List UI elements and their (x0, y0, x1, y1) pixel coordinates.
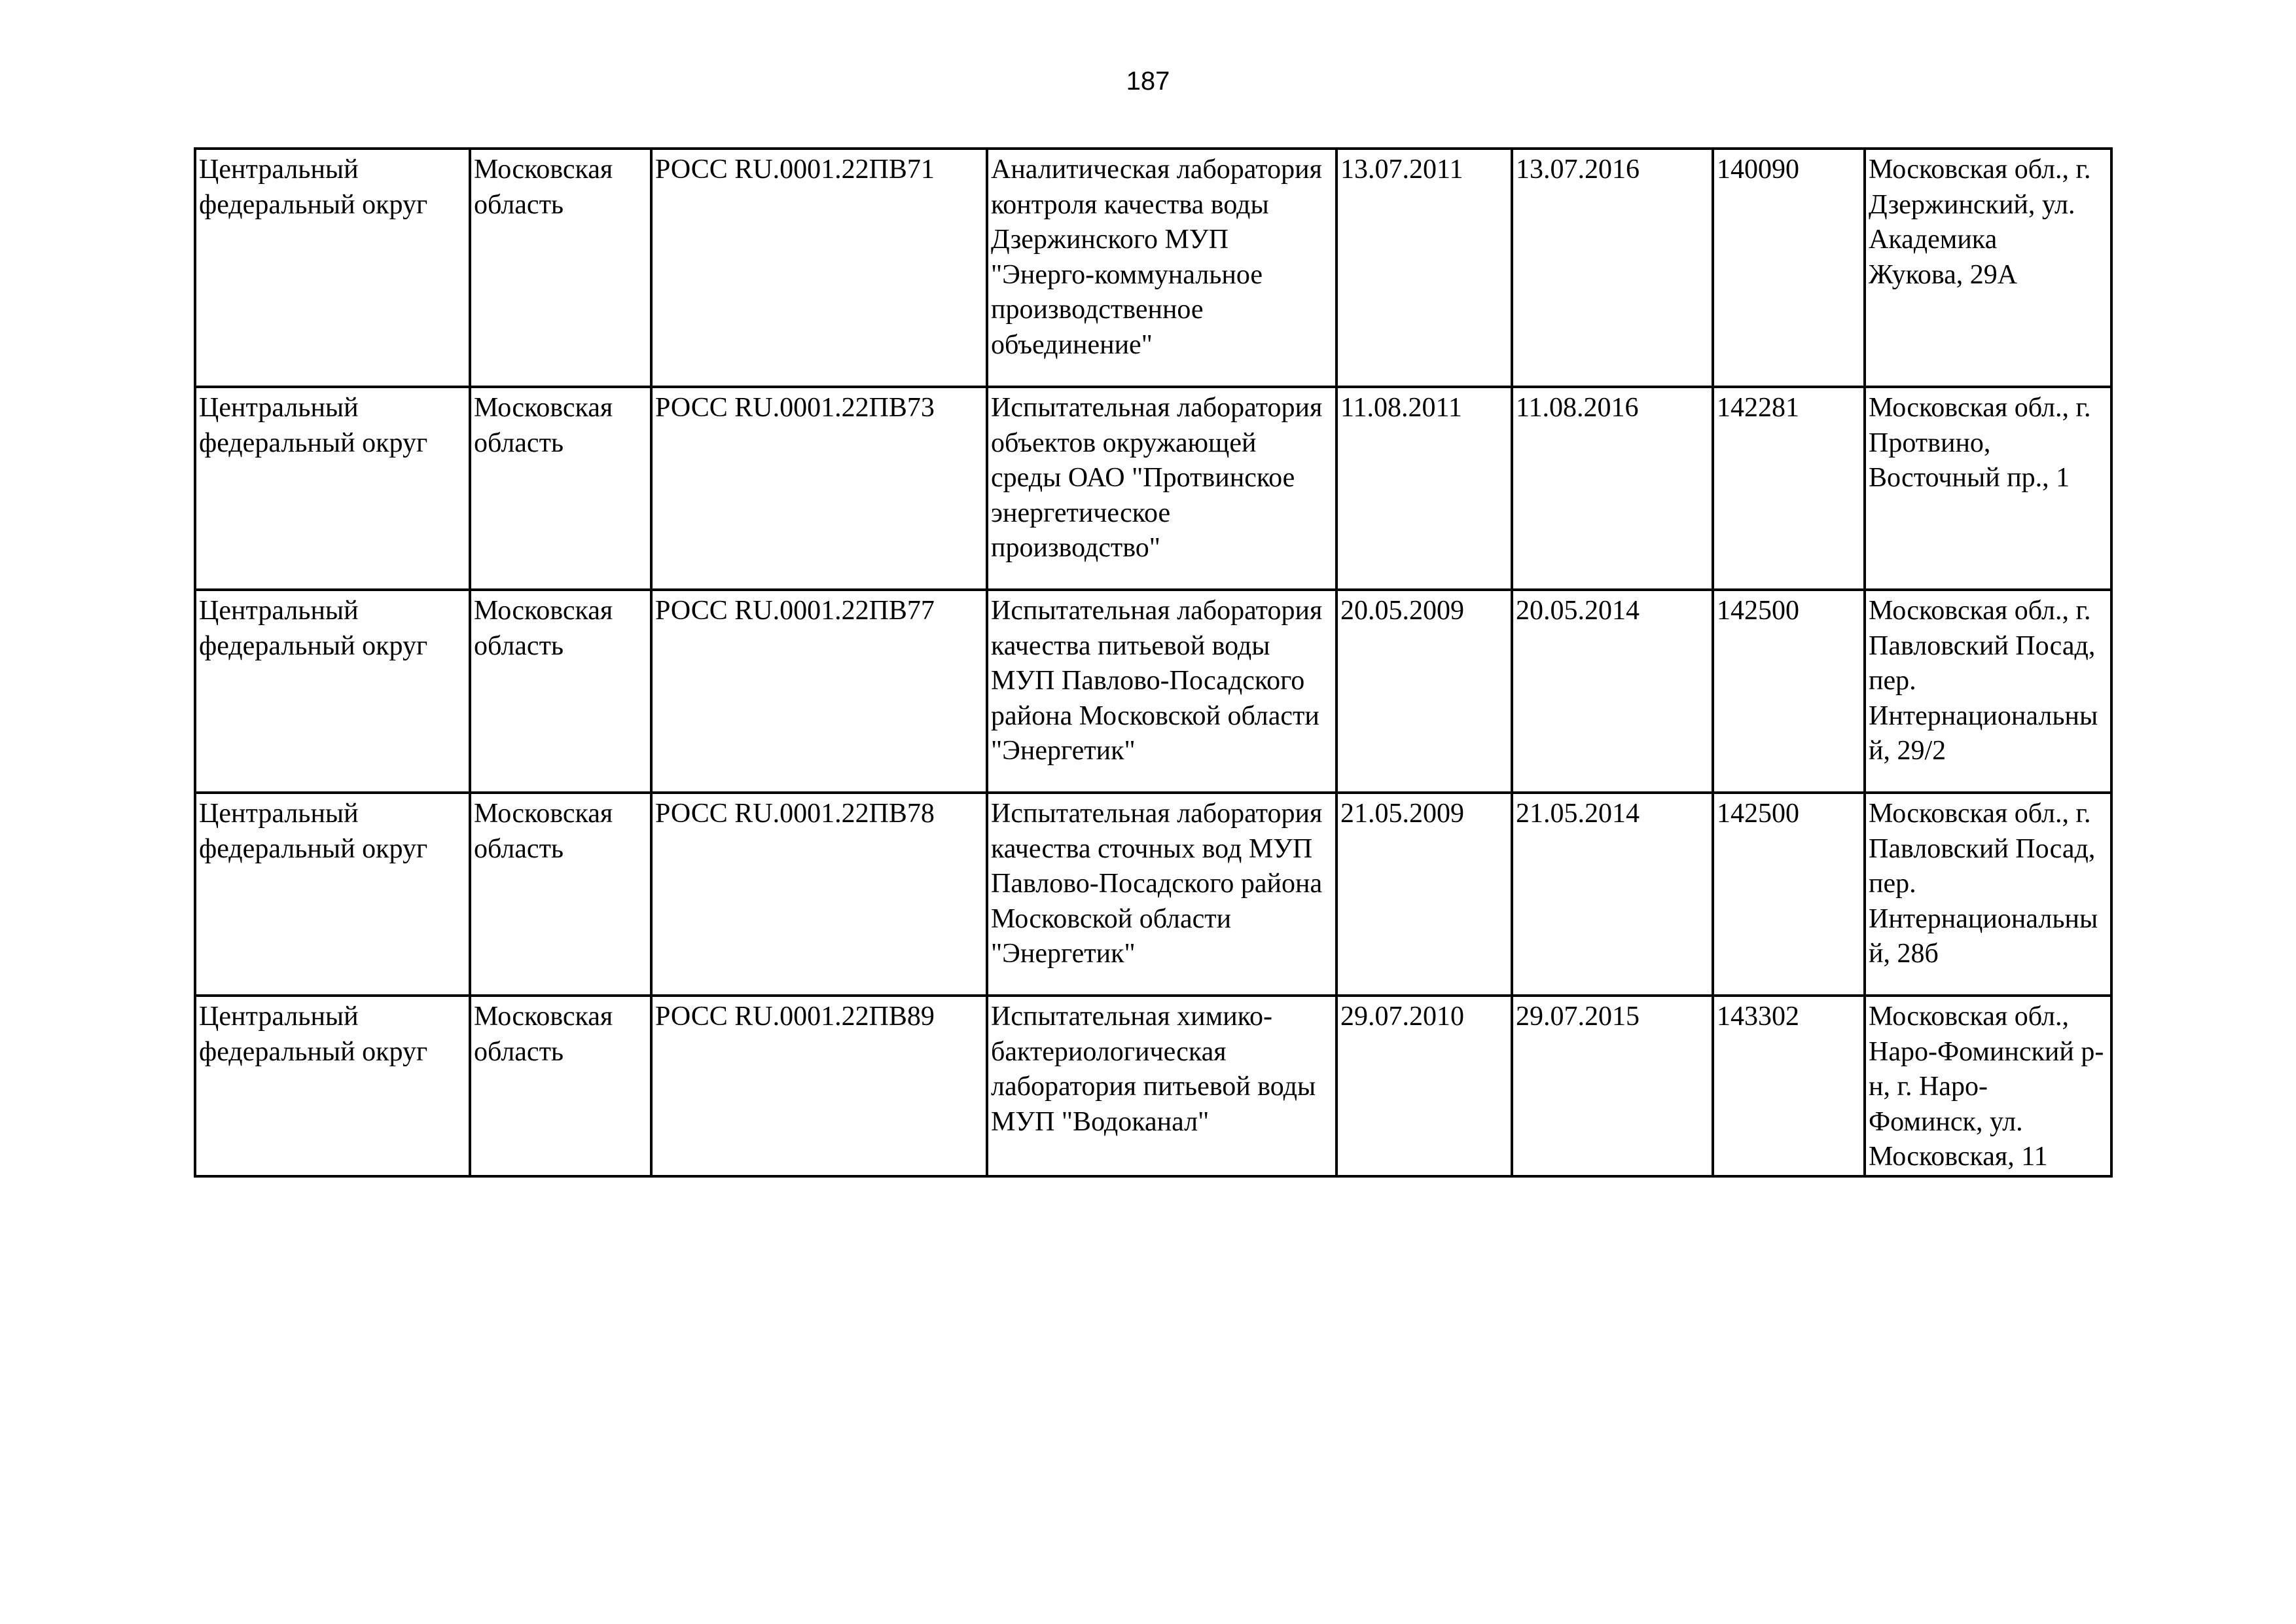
expiry-date-cell: 13.07.2016 (1512, 149, 1713, 387)
issue-date-cell: 20.05.2009 (1336, 590, 1512, 793)
address-cell (1865, 996, 2111, 1176)
region-cell: Московская область (470, 387, 651, 590)
certificate-number-cell: РОСС RU.0001.22ПВ89 (651, 996, 987, 1176)
address-line: Наро-Фоминский р- (1869, 1036, 2104, 1067)
address-line: пер. (1869, 869, 1916, 899)
address-line: Интернациональны (1869, 903, 2098, 934)
address-cell (1865, 149, 2111, 387)
issue-date-cell: 21.05.2009 (1336, 793, 1512, 996)
laboratory-registry-table (194, 147, 2113, 1178)
address-cell (1865, 793, 2111, 996)
address-line: Павловский Посад, (1869, 833, 2096, 864)
expiry-date-cell: 20.05.2014 (1512, 590, 1713, 793)
region-cell: Московская область (470, 149, 651, 387)
certificate-number-cell: РОСС RU.0001.22ПВ71 (651, 149, 987, 387)
region-cell: Московская область (470, 793, 651, 996)
expiry-date-cell: 11.08.2016 (1512, 387, 1713, 590)
laboratory-name-cell: Испытательная лаборатория качества питьевой воды МУП Павлово-Посадского района Московской области "Энергетик" (987, 590, 1336, 793)
address-line: Московская, 11 (1869, 1142, 2048, 1172)
table-row (195, 387, 2111, 590)
postal-code-cell: 142281 (1713, 387, 1865, 590)
address-line: Академика (1869, 225, 1998, 255)
page-number: 187 (1126, 67, 1170, 96)
certificate-number-cell: РОСС RU.0001.22ПВ77 (651, 590, 987, 793)
address-line: Московская обл., г. (1869, 799, 2091, 829)
postal-code-cell: 143302 (1713, 996, 1865, 1176)
address-line: Московская обл., г. (1869, 596, 2091, 626)
district-cell: Центральный федеральный округ (195, 996, 470, 1176)
address-line: н, г. Наро- (1869, 1072, 1988, 1102)
address-line: пер. (1869, 666, 1916, 696)
district-cell: Центральный федеральный округ (195, 590, 470, 793)
address-cell (1865, 387, 2111, 590)
address-line: Московская обл., г. (1869, 154, 2091, 185)
table-row (195, 590, 2111, 793)
address-line: й, 29/2 (1869, 736, 1946, 766)
postal-code-cell: 140090 (1713, 149, 1865, 387)
table-row (195, 996, 2111, 1176)
issue-date-cell: 11.08.2011 (1336, 387, 1512, 590)
district-cell: Центральный федеральный округ (195, 387, 470, 590)
address-line: й, 28б (1869, 939, 1939, 969)
expiry-date-cell: 29.07.2015 (1512, 996, 1713, 1176)
address-line: Дзержинский, ул. (1869, 189, 2075, 220)
laboratory-name-cell: Испытательная лаборатория объектов окружающей среды ОАО "Протвинское энергетическое производство" (987, 387, 1336, 590)
address-line: Московская обл., (1869, 1001, 2069, 1032)
address-line: Павловский Посад, (1869, 630, 2096, 661)
issue-date-cell: 29.07.2010 (1336, 996, 1512, 1176)
certificate-number-cell: РОСС RU.0001.22ПВ73 (651, 387, 987, 590)
address-line: Восточный пр., 1 (1869, 463, 2070, 493)
expiry-date-cell: 21.05.2014 (1512, 793, 1713, 996)
address-line: Жукова, 29А (1869, 259, 2018, 290)
postal-code-cell: 142500 (1713, 793, 1865, 996)
laboratory-name-cell: Аналитическая лаборатория контроля качества воды Дзержинского МУП "Энерго-коммунальное производственное объединение" (987, 149, 1336, 387)
table-body (195, 149, 2111, 1176)
certificate-number-cell: РОСС RU.0001.22ПВ78 (651, 793, 987, 996)
table-row (195, 793, 2111, 996)
region-cell: Московская область (470, 590, 651, 793)
postal-code-cell: 142500 (1713, 590, 1865, 793)
region-cell: Московская область (470, 996, 651, 1176)
address-line: Протвино, (1869, 427, 1991, 458)
address-line: Московская обл., г. (1869, 393, 2091, 423)
address-line: Интернациональны (1869, 700, 2098, 731)
issue-date-cell: 13.07.2011 (1336, 149, 1512, 387)
address-cell (1865, 590, 2111, 793)
laboratory-name-cell: Испытательная химико-бактериологическая лаборатория питьевой воды МУП "Водоканал" (987, 996, 1336, 1176)
district-cell: Центральный федеральный округ (195, 149, 470, 387)
district-cell: Центральный федеральный округ (195, 793, 470, 996)
laboratory-name-cell: Испытательная лаборатория качества сточных вод МУП Павлово-Посадского района Московской области "Энергетик" (987, 793, 1336, 996)
address-line: Фоминск, ул. (1869, 1106, 2023, 1137)
table-row (195, 149, 2111, 387)
